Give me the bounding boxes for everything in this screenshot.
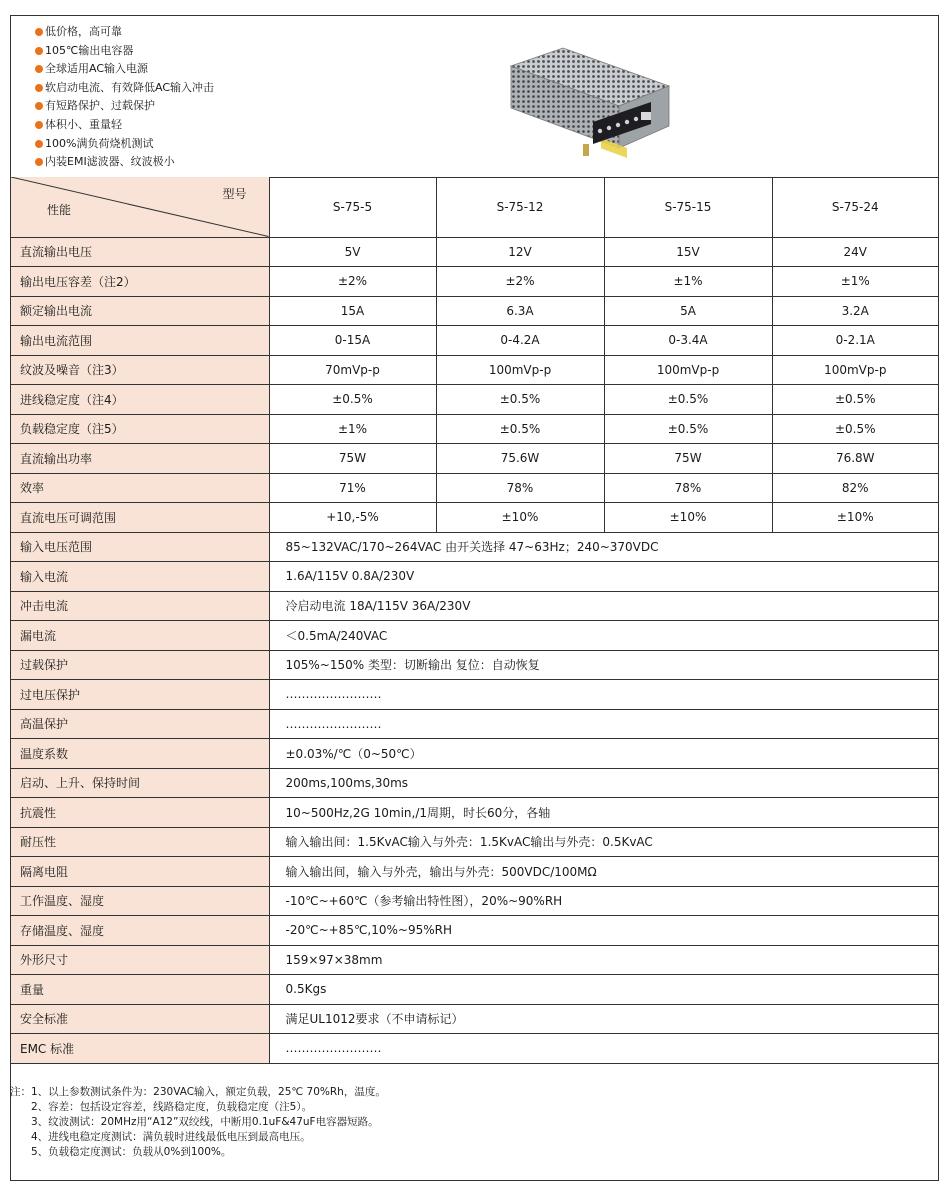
feature-list [45,23,214,172]
feature-text: 100%满负荷烧机测试 [45,136,154,150]
spec-value: 5A [604,296,772,326]
general-spec-row [11,1034,938,1064]
spec-value: 100mVp-p [436,355,604,385]
feature-text: 有短路保护、过载保护 [45,99,155,113]
spec-value: 0-3.4A [604,326,772,356]
spec-label: 直流输出电压 [11,237,269,267]
spec-value: ±0.5% [604,414,772,444]
spec-label: 温度系数 [11,739,269,769]
spec-label: 进线稳定度（注4） [11,385,269,415]
general-spec-row [11,650,938,680]
spec-value: 6.3A [436,296,604,326]
note-line: 4、进线电稳定度测试：满负载时进线最低电压到最高电压。 [31,1131,311,1143]
spec-label: 过电压保护 [11,680,269,710]
spec-value: ±1% [772,267,938,297]
spec-label: 安全标准 [11,1004,269,1034]
spec-label: 额定输出电流 [11,296,269,326]
model-spec-row [11,473,938,503]
spec-value: ±10% [436,503,604,533]
feature-item [45,153,214,172]
spec-label: 冲击电流 [11,591,269,621]
bullet-icon [35,158,43,166]
notes-section [10,1085,386,1160]
spec-value: 75.6W [436,444,604,474]
spec-label: 直流电压可调范围 [11,503,269,533]
spec-value: 0.5Kgs [269,975,938,1005]
model-spec-row [11,414,938,444]
feature-item [45,60,214,79]
spec-label: EMC 标准 [11,1034,269,1064]
model-spec-row [11,355,938,385]
features-section [11,16,938,178]
spec-label: 高温保护 [11,709,269,739]
spec-value: ±0.5% [269,385,436,415]
spec-value: 10~500Hz,2G 10min,/1周期，时长60分，各轴 [269,798,938,828]
spec-label: 输入电压范围 [11,532,269,562]
bullet-icon [35,28,43,36]
spec-label: 输出电流范围 [11,326,269,356]
spec-value: 15V [604,237,772,267]
spec-value: ±0.5% [604,385,772,415]
feature-item [45,42,214,61]
spec-value: …………………… [269,680,938,710]
spec-value: +10,-5% [269,503,436,533]
spec-value: 100mVp-p [604,355,772,385]
spec-label: 过载保护 [11,650,269,680]
spec-label: 耐压性 [11,827,269,857]
model-spec-row [11,444,938,474]
spec-value: 70mVp-p [269,355,436,385]
spec-value: 82% [772,473,938,503]
spec-label: 输出电压容差（注2） [11,267,269,297]
feature-text: 体积小、重量轻 [45,117,122,131]
spec-value: ±0.5% [436,414,604,444]
general-spec-row [11,621,938,651]
general-spec-row [11,945,938,975]
spec-sheet-frame [10,15,939,1181]
model-spec-row [11,237,938,267]
spec-value: 78% [604,473,772,503]
spec-value: -20℃~+85℃,10%~95%RH [269,916,938,946]
general-spec-row [11,975,938,1005]
general-spec-row [11,916,938,946]
bullet-icon [35,102,43,110]
feature-text: 软启动电流、有效降低AC输入冲击 [45,80,215,94]
spec-value: 满足UL1012要求（不申请标记） [269,1004,938,1034]
spec-value: 0-4.2A [436,326,604,356]
spec-value: ±0.5% [436,385,604,415]
spec-value: 75W [269,444,436,474]
spec-label: 抗震性 [11,798,269,828]
bullet-icon [35,65,43,73]
spec-value: ＜0.5mA/240VAC [269,621,938,651]
spec-value: ±0.5% [772,414,938,444]
spec-value: 71% [269,473,436,503]
spec-value: 100mVp-p [772,355,938,385]
spec-value: ±2% [436,267,604,297]
spec-value: ±1% [269,414,436,444]
spec-value: 78% [436,473,604,503]
spec-label: 输入电流 [11,562,269,592]
model-header-s-75-24: S-75-24 [772,177,938,237]
spec-label: 存储温度、湿度 [11,916,269,946]
model-spec-row [11,385,938,415]
spec-value: 输入输出间：1.5KvAC输入与外壳：1.5KvAC输出与外壳：0.5KvAC [269,827,938,857]
spec-label: 直流输出功率 [11,444,269,474]
spec-label: 效率 [11,473,269,503]
spec-value: 15A [269,296,436,326]
spec-value: 200ms,100ms,30ms [269,768,938,798]
bullet-icon [35,140,43,148]
spec-value: 输入输出间，输入与外壳，输出与外壳：500VDC/100MΩ [269,857,938,887]
spec-value: …………………… [269,1034,938,1064]
general-spec-row [11,680,938,710]
feature-item [45,116,214,135]
spec-value: 105%~150% 类型：切断输出 复位：自动恢复 [269,650,938,680]
model-header-s-75-5: S-75-5 [269,177,436,237]
model-spec-row [11,296,938,326]
header-corner-cell [11,177,269,237]
bullet-icon [35,84,43,92]
model-header-s-75-12: S-75-12 [436,177,604,237]
general-spec-row [11,709,938,739]
bullet-icon [35,47,43,55]
note-line: 3、纹波测试：20MHz用“A12”双绞线，中断用0.1uF&47uF电容器短路。 [31,1116,379,1128]
note-line: 注：1、以上参数测试条件为：230VAC输入，额定负载，25℃ 70%Rh，温度。 [10,1086,386,1098]
spec-value: 24V [772,237,938,267]
model-spec-row [11,326,938,356]
feature-item [45,23,214,42]
spec-label: 纹波及噪音（注3） [11,355,269,385]
spec-value: 0-15A [269,326,436,356]
note-line: 2、容差：包括设定容差，线路稳定度，负载稳定度（注5）。 [31,1101,313,1113]
model-spec-row [11,503,938,533]
performance-label: 性能 [47,203,72,217]
spec-label: 负载稳定度（注5） [11,414,269,444]
spec-value: ±10% [604,503,772,533]
spec-value: 12V [436,237,604,267]
spec-value: 159×97×38mm [269,945,938,975]
general-spec-row [11,1004,938,1034]
general-spec-row [11,827,938,857]
spec-label: 重量 [11,975,269,1005]
model-header-s-75-15: S-75-15 [604,177,772,237]
spec-value: -10℃~+60℃（参考输出特性图），20%~90%RH [269,886,938,916]
spec-value: …………………… [269,709,938,739]
spec-value: ±2% [269,267,436,297]
general-spec-row [11,768,938,798]
feature-item [45,79,214,98]
power-supply-product-image [501,44,673,162]
spec-label: 启动、上升、保持时间 [11,768,269,798]
spec-value: 75W [604,444,772,474]
spec-label: 外形尺寸 [11,945,269,975]
general-spec-row [11,857,938,887]
spec-value: 85~132VAC/170~264VAC 由开关选择 47~63Hz；240~370VDC [269,532,938,562]
general-spec-row [11,886,938,916]
spec-value: ±10% [772,503,938,533]
bullet-icon [35,121,43,129]
general-spec-row [11,739,938,769]
feature-text: 105℃输出电容器 [45,43,134,57]
spec-label: 漏电流 [11,621,269,651]
spec-table [11,177,938,1064]
spec-label: 工作温度、湿度 [11,886,269,916]
spec-value: 1.6A/115V 0.8A/230V [269,562,938,592]
general-spec-row [11,562,938,592]
feature-item [45,135,214,154]
general-spec-row [11,798,938,828]
model-spec-row [11,267,938,297]
note-line: 5、负载稳定度测试：负载从0%到100%。 [31,1146,232,1158]
spec-value: 3.2A [772,296,938,326]
spec-value: 76.8W [772,444,938,474]
spec-value: ±1% [604,267,772,297]
general-spec-row [11,591,938,621]
spec-value: 0-2.1A [772,326,938,356]
spec-label: 隔离电阻 [11,857,269,887]
header-row [11,177,938,237]
feature-text: 低价格，高可靠 [45,25,122,38]
model-label: 型号 [222,187,247,201]
spec-value: 冷启动电流 18A/115V 36A/230V [269,591,938,621]
general-spec-row [11,532,938,562]
spec-value: ±0.03%/℃（0~50℃） [269,739,938,769]
feature-text: 全球适用AC输入电源 [45,62,149,76]
feature-text: 内装EMI滤波器、纹波极小 [45,155,175,169]
feature-item [45,97,214,116]
spec-value: 5V [269,237,436,267]
spec-value: ±0.5% [772,385,938,415]
